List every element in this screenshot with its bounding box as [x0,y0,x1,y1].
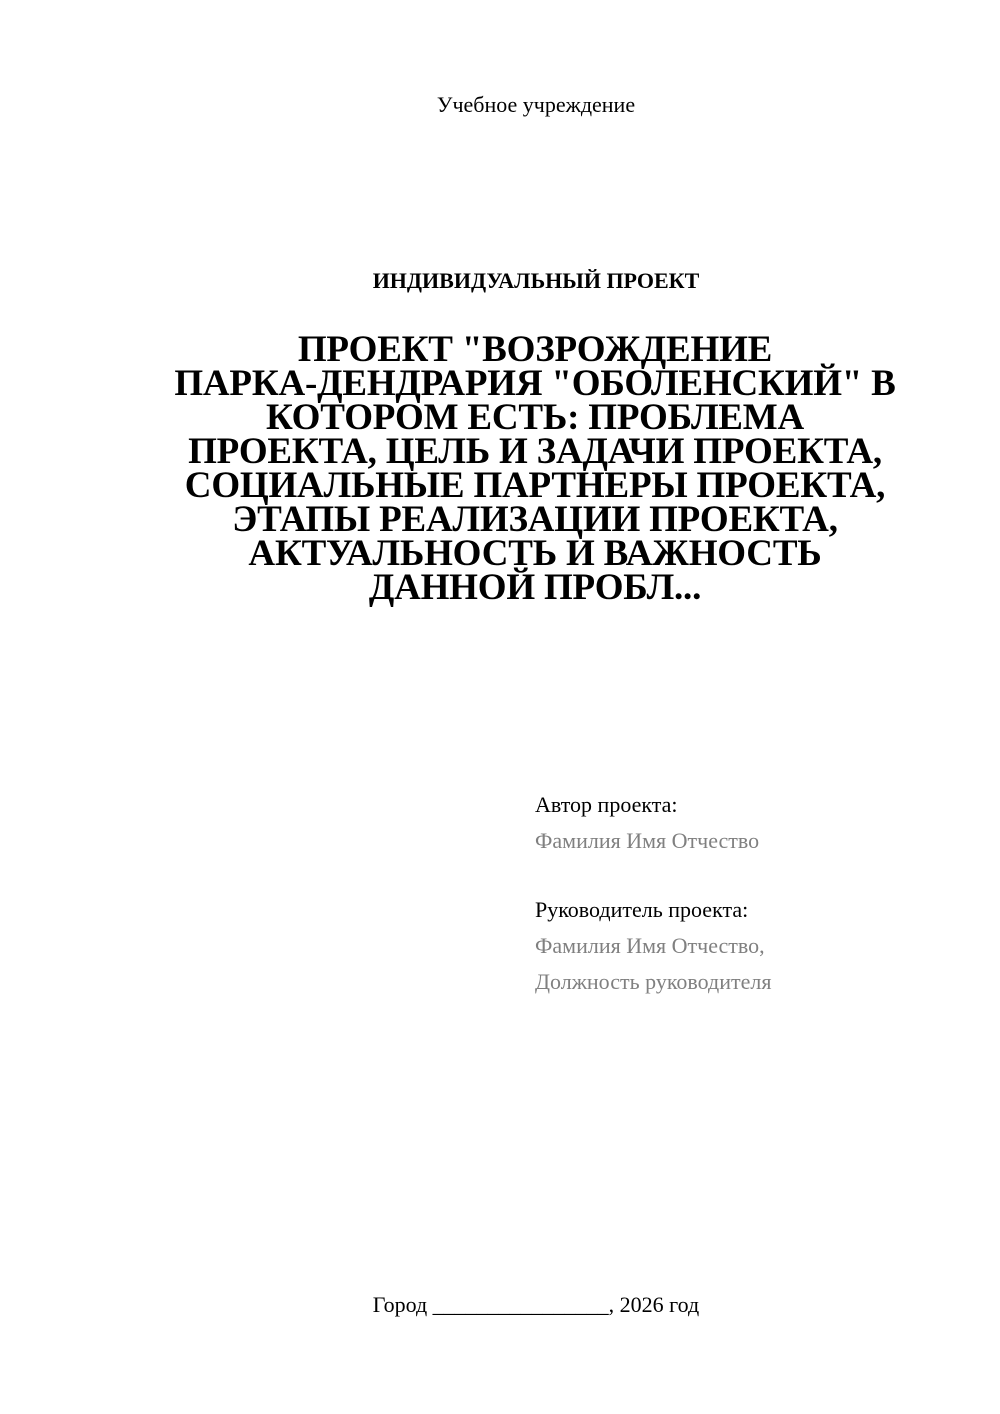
supervisor-label: Руководитель проекта: [535,897,749,922]
supervisor-name-placeholder: Фамилия Имя Отчество, [535,933,765,958]
institution-name: Учебное учреждение [436,92,636,117]
title-line: ПАРКА-ДЕНДРАРИЯ "ОБОЛЕНСКИЙ" В [174,363,896,404]
project-title [140,329,930,608]
title-line: ПРОЕКТ "ВОЗРОЖДЕНИЕ [297,329,773,370]
title-line: АКТУАЛЬНОСТЬ И ВАЖНОСТЬ [248,533,822,574]
title-line: СОЦИАЛЬНЫЕ ПАРТНЕРЫ ПРОЕКТА, [184,465,886,506]
title-line: ЭТАПЫ РЕАЛИЗАЦИИ ПРОЕКТА, [232,499,838,540]
title-line: КОТОРОМ ЕСТЬ: ПРОБЛЕМА [265,397,805,438]
author-block [535,787,975,859]
title-line: ДАННОЙ ПРОБЛ... [368,567,702,608]
title-line: ПРОЕКТА, ЦЕЛЬ И ЗАДАЧИ ПРОЕКТА, [188,431,882,472]
project-type-heading: ИНДИВИДУАЛЬНЫЙ ПРОЕКТ [372,268,700,293]
author-label: Автор проекта: [535,792,678,817]
supervisor-block [535,892,975,1000]
supervisor-position-placeholder: Должность руководителя [535,969,772,994]
city-year-line: Город ________________, 2026 год [372,1292,700,1317]
author-name-placeholder: Фамилия Имя Отчество [535,828,760,853]
